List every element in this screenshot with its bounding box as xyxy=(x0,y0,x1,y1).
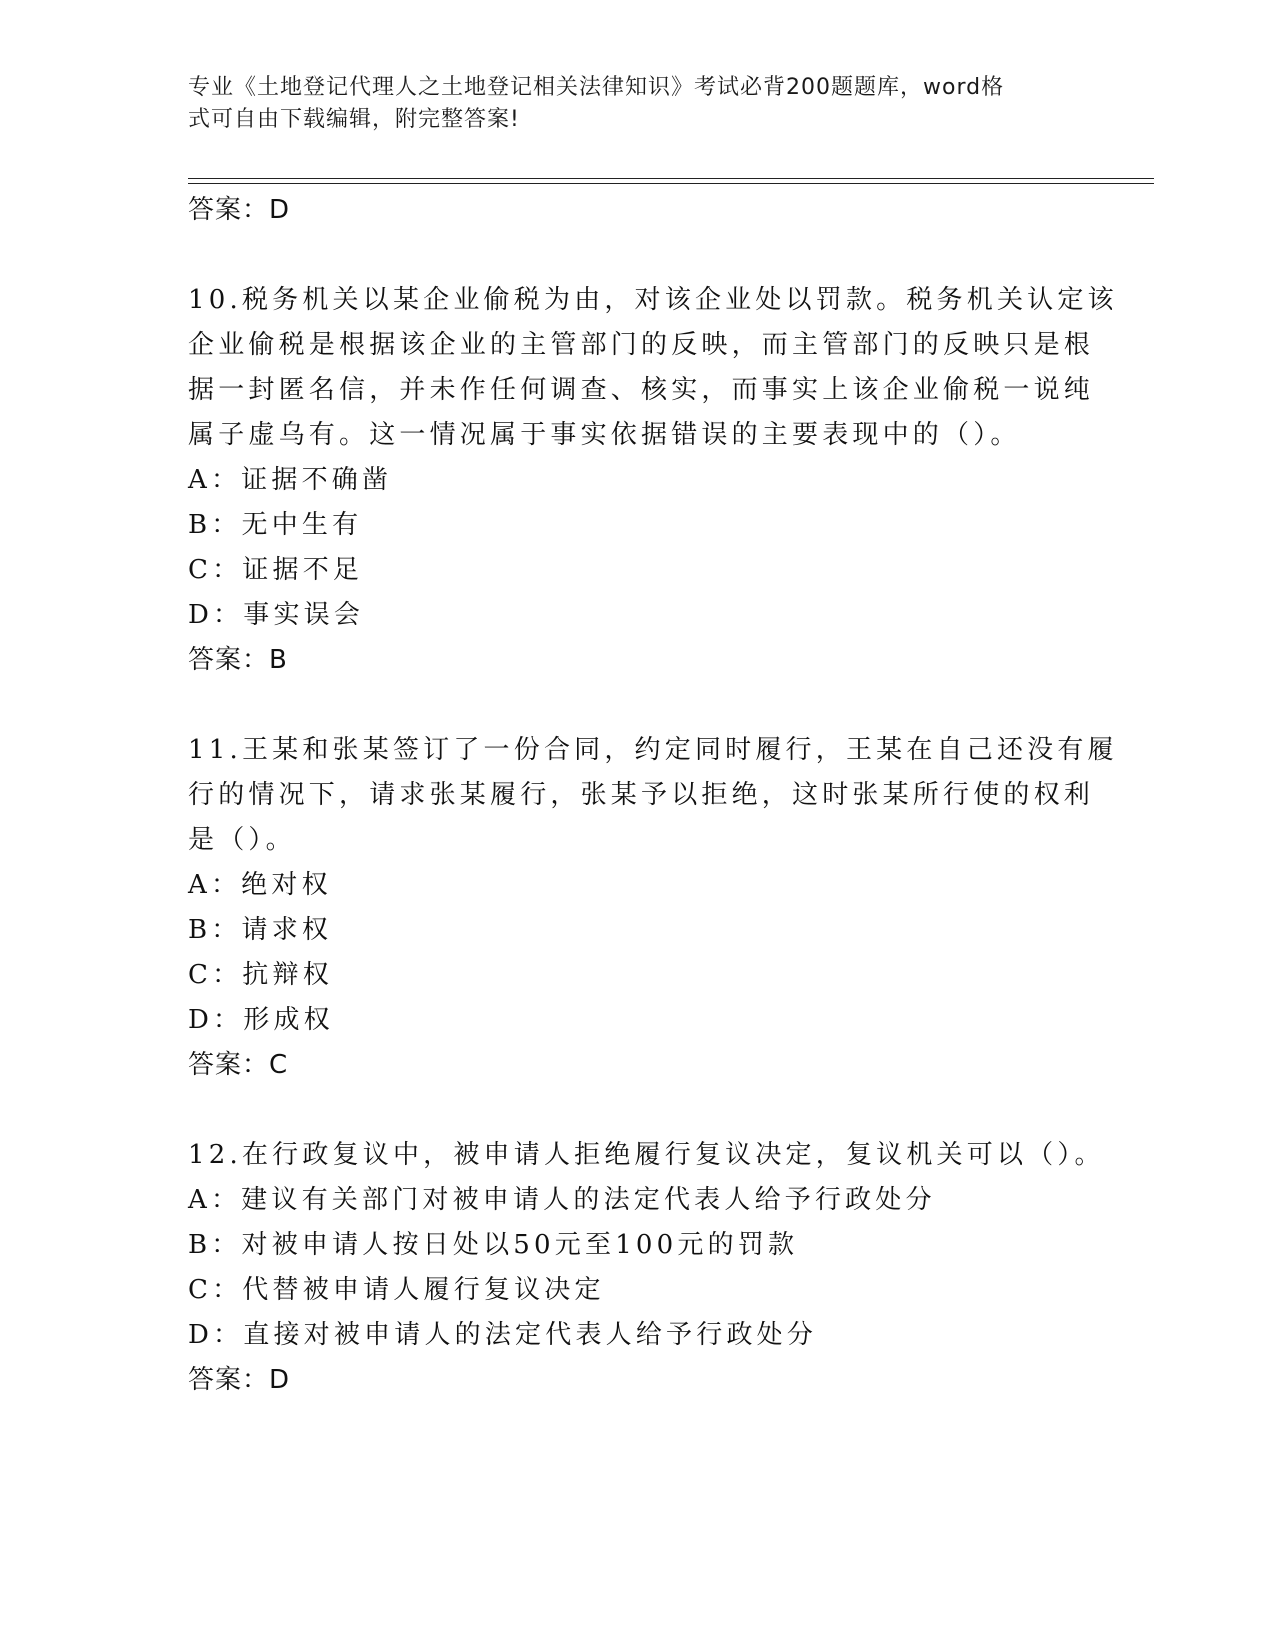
question-text-line: 是（）。 xyxy=(188,825,296,855)
question-text-line: 属子虚乌有。这一情况属于事实依据错误的主要表现中的（）。 xyxy=(188,420,1021,450)
option-b: B：请求权 xyxy=(188,915,333,945)
option-c: C：抗辩权 xyxy=(188,960,333,990)
answer: 答案：B xyxy=(188,645,288,675)
option-d: D：形成权 xyxy=(188,1005,334,1035)
option-c: C：代替被申请人履行复议决定 xyxy=(188,1275,605,1305)
option-a: A：绝对权 xyxy=(188,870,332,900)
option-b: B：对被申请人按日处以50元至100元的罚款 xyxy=(188,1230,799,1260)
question-text-line: 11.王某和张某签订了一份合同，约定同时履行，王某在自己还没有履 xyxy=(188,735,1118,765)
option-a: A：建议有关部门对被申请人的法定代表人给予行政处分 xyxy=(188,1185,936,1215)
question-text-line: 10.税务机关以某企业偷税为由，对该企业处以罚款。税务机关认定该 xyxy=(188,285,1118,315)
answer-previous: 答案：D xyxy=(188,195,291,225)
header-line-1: 专业《土地登记代理人之土地登记相关法律知识》考试必背200题题库，word格 xyxy=(188,75,1005,100)
option-d: D：直接对被申请人的法定代表人给予行政处分 xyxy=(188,1320,818,1350)
header-divider-top xyxy=(188,178,1154,179)
document-header xyxy=(188,72,1068,136)
answer: 答案：D xyxy=(188,1365,291,1395)
question-text-line: 企业偷税是根据该企业的主管部门的反映，而主管部门的反映只是根 xyxy=(188,330,1095,360)
question-text-line: 12.在行政复议中，被申请人拒绝履行复议决定，复议机关可以（）。 xyxy=(188,1140,1105,1170)
header-line-2: 式可自由下载编辑，附完整答案! xyxy=(188,107,520,132)
option-c: C：证据不足 xyxy=(188,555,364,585)
option-d: D：事实误会 xyxy=(188,600,365,630)
question-text-line: 行的情况下，请求张某履行，张某予以拒绝，这时张某所行使的权利 xyxy=(188,780,1095,810)
question-text-line: 据一封匿名信，并未作任何调查、核实，而事实上该企业偷税一说纯 xyxy=(188,375,1095,405)
option-b: B：无中生有 xyxy=(188,510,363,540)
option-a: A：证据不确凿 xyxy=(188,465,393,495)
header-divider-bottom xyxy=(188,183,1154,184)
answer: 答案：C xyxy=(188,1050,289,1080)
